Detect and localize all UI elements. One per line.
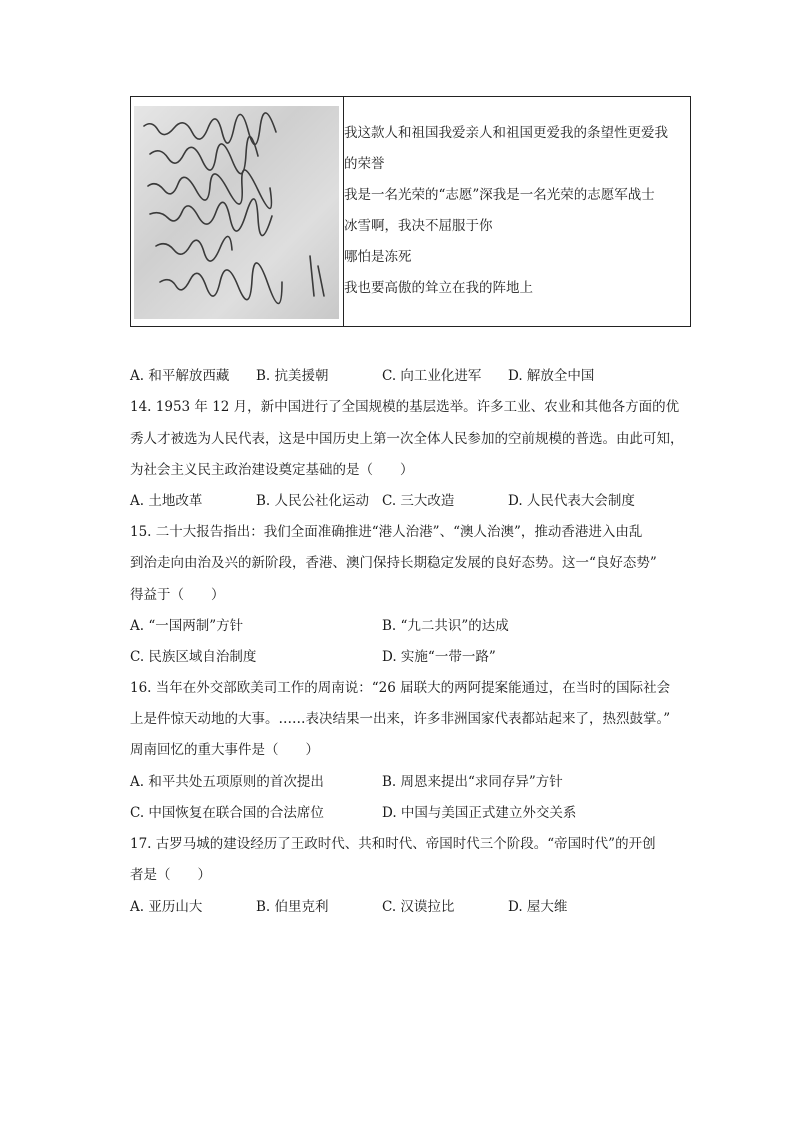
- q15-stem-line: 15. 二十大报告指出：我们全面准确推进“港人治港”、“澳人治澳”，推动香港进入由乱: [130, 524, 643, 540]
- handwritten-letter-image: [134, 106, 339, 319]
- poem-line: 哪怕是冻死: [344, 249, 412, 265]
- q17-stem-line: 者是（ ）: [130, 867, 211, 883]
- q16-option-d: D. 中国与美国正式建立外交关系: [382, 805, 577, 821]
- q16-stem-line: 周南回忆的重大事件是（ ）: [130, 742, 319, 758]
- q15-option-b: B. “九二共识”的达成: [382, 618, 509, 634]
- q17-option-c: C. 汉谟拉比: [382, 899, 455, 915]
- poem-line: 我这款人和祖国我爱亲人和祖国更爱我的条望性更爱我: [344, 125, 668, 141]
- poem-table: [130, 96, 691, 327]
- poem-transcription: [344, 123, 689, 309]
- q13-option-b: B. 抗美援朝: [256, 368, 329, 384]
- q17-option-b: B. 伯里克利: [256, 899, 329, 915]
- q14-option-c: C. 三大改造: [382, 493, 455, 509]
- q16-option-b: B. 周恩来提出“求同存异”方针: [382, 774, 563, 790]
- q16-stem-line: 上是件惊天动地的大事。……表决结果一出来，许多非洲国家代表都站起来了，热烈鼓掌。”: [130, 711, 671, 727]
- q14-stem-line: 14. 1953 年 12 月，新中国进行了全国规模的基层选举。许多工业、农业和其他各方面的优: [130, 399, 680, 415]
- poem-line: 冰雪啊，我决不屈服于你: [344, 218, 493, 234]
- q13-option-d: D. 解放全中国: [508, 368, 595, 384]
- q15-stem-line: 得益于（ ）: [130, 587, 225, 603]
- q14-stem-line: 秀人才被选为人民代表，这是中国历史上第一次全体人民参加的空前规模的普选。由此可知，: [130, 431, 684, 447]
- q15-option-d: D. 实施“一带一路”: [382, 649, 496, 665]
- q15-option-a: A. “一国两制”方针: [130, 618, 244, 634]
- poem-line: 我也要高傲的耸立在我的阵地上: [344, 280, 533, 296]
- q14-option-b: B. 人民公社化运动: [256, 493, 370, 509]
- q13-option-c: C. 向工业化进军: [382, 368, 482, 384]
- handwriting-scribble: [134, 106, 339, 319]
- q17-option-d: D. 屋大维: [508, 899, 568, 915]
- q14-stem-line: 为社会主义民主政治建设奠定基础的是（ ）: [130, 462, 414, 478]
- q17-stem-line: 17. 古罗马城的建设经历了王政时代、共和时代、帝国时代三个阶段。“帝国时代”的开创: [130, 836, 656, 852]
- q14-option-d: D. 人民代表大会制度: [508, 493, 635, 509]
- q17-option-a: A. 亚历山大: [130, 899, 203, 915]
- poem-line: 我是一名光荣的“志愿”深我是一名光荣的志愿军战士: [344, 187, 655, 203]
- q15-option-c: C. 民族区域自治制度: [130, 649, 257, 665]
- q16-stem-line: 16. 当年在外交部欧美司工作的周南说：“26 届联大的两阿提案能通过，在当时的国际社会: [130, 680, 671, 696]
- poem-line: 的荣誉: [344, 156, 385, 172]
- q15-stem-line: 到治走向由治及兴的新阶段，香港、澳门保持长期稳定发展的良好态势。这一“良好态势”: [130, 555, 657, 571]
- q14-option-a: A. 土地改革: [130, 493, 203, 509]
- q13-option-a: A. 和平解放西藏: [130, 368, 230, 384]
- q16-option-a: A. 和平共处五项原则的首次提出: [130, 774, 324, 790]
- q16-option-c: C. 中国恢复在联合国的合法席位: [130, 805, 324, 821]
